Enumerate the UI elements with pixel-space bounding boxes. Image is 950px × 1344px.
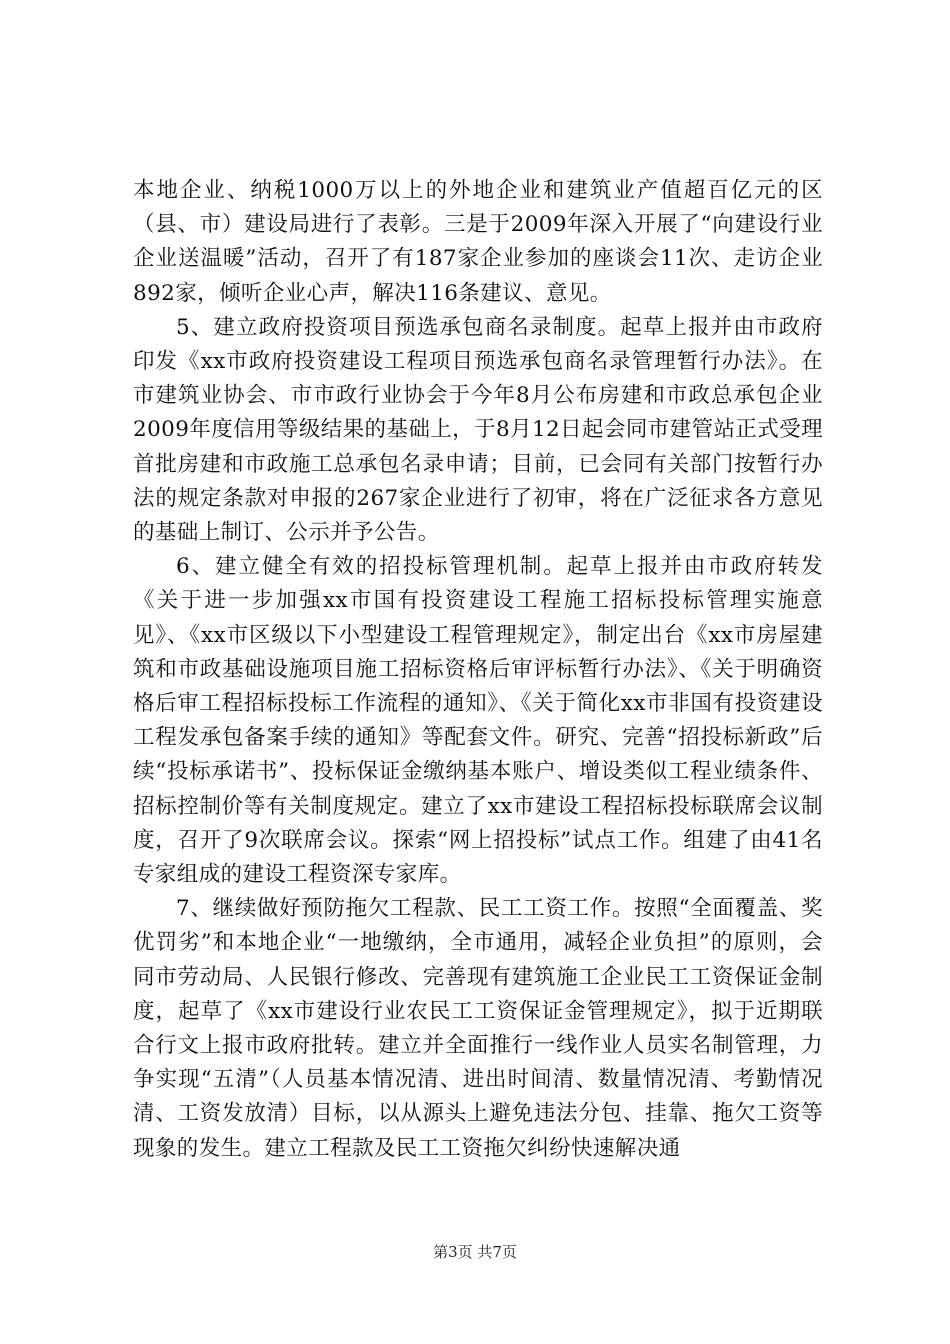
paragraph-item-7: 7、继续做好预防拖欠工程款、民工工资工作。按照“全面覆盖、奖优罚劣”和本地企业“一地缴纳，全市通用，减轻企业负担”的原则，会同市劳动局、人民银行修改、完善现有建筑施工企业民工工资保证金制度，起草了《xx市建设行业农民工工资保证金管理规定》，拟于近期联合行文上报市政府批转。建立并全面推行一线作业人员实名制管理，力争实现“五清”（人员基本情况清、进出时间清、数量情况清、考勤情况清、工资发放清）目标，以从源头上避免违法分包、挂靠、拖欠工资等现象的发生。建立工程款及民工工资拖欠纠纷快速解决通 — [133, 896, 823, 1161]
paragraph-continuation: 本地企业、纳税1000万以上的外地企业和建筑业产值超百亿元的区（县、市）建设局进行了表彰。三是于2009年深入开展了“向建设行业企业送温暖”活动，召开了有187家企业参加的座谈会11次、走访企业892家，倾听企业心声，解决116条建议、意见。 — [133, 178, 823, 306]
paragraph-item-5: 5、建立政府投资项目预选承包商名录制度。起草上报并由市政府印发《xx市政府投资建设工程项目预选承包商名录管理暂行办法》。在市建筑业协会、市市政行业协会于今年8月公布房建和市政总承包企业2009年度信用等级结果的基础上，于8月12日起会同市建管站正式受理首批房建和市政施工总承包名录申请；目前，已会同有关部门按暂行办法的规定条款对申报的267家企业进行了初审，将在广泛征求各方意见的基础上制订、公示并予公告。 — [133, 314, 823, 546]
paragraph-item-6: 6、建立健全有效的招投标管理机制。起草上报并由市政府转发《关于进一步加强xx市国有投资建设工程施工招标投标管理实施意见》、《xx市区级以下小型建设工程管理规定》，制定出台《xx市房屋建筑和市政基础设施项目施工招标资格后审评标暂行办法》、《关于明确资格后审工程招标投标工作流程的通知》、《关于简化xx市非国有投资建设工程发承包备案手续的通知》等配套文件。研究、完善“招投标新政”后续“投标承诺书”、投标保证金缴纳基本账户、增设类似工程业绩条件、招标控制价等有关制度规定。建立了xx市建设工程招标投标联席会议制度，召开了9次联席会议。探索“网上招投标”试点工作。组建了由41名专家组成的建设工程资深专家库。 — [133, 554, 823, 888]
document-body — [133, 174, 823, 1166]
page-footer: 第3页 共7页 — [433, 1243, 517, 1261]
